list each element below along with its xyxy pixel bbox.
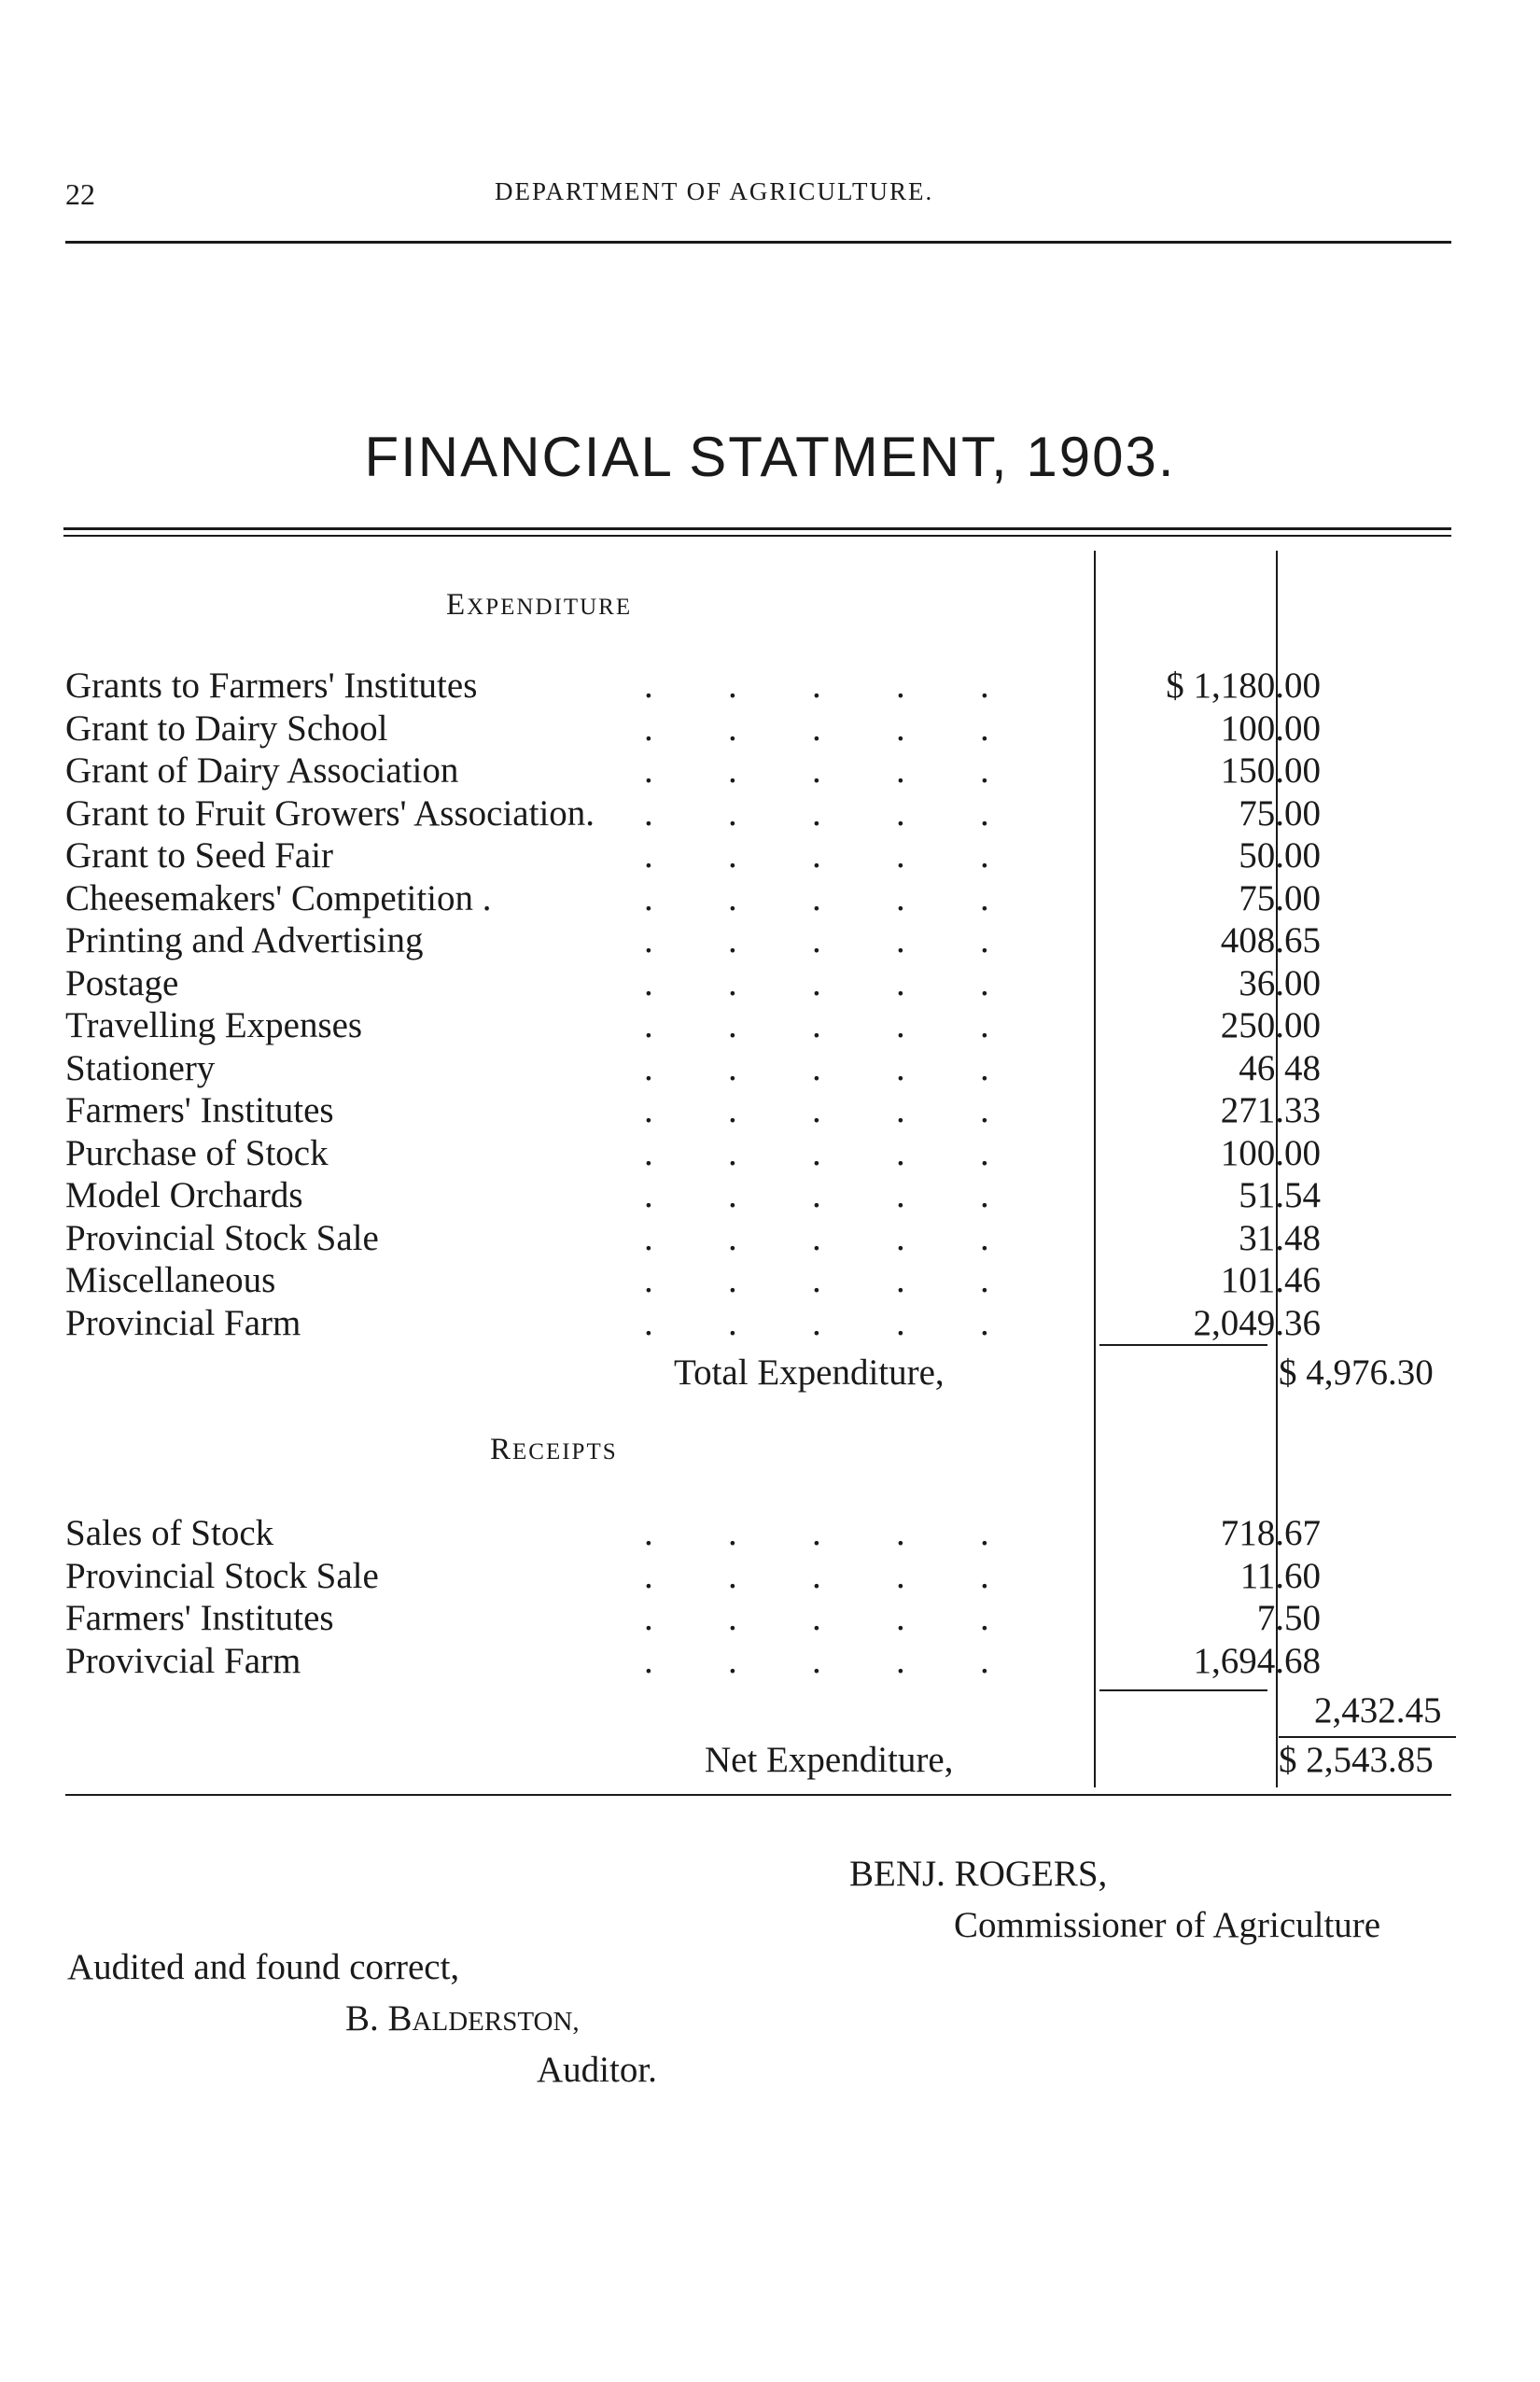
- ledger-item-amount: 271.33: [1220, 1090, 1321, 1130]
- leader-dot: .: [980, 792, 989, 834]
- leader-dot: .: [644, 1598, 653, 1638]
- leader-dot: .: [644, 708, 653, 749]
- expenditure-heading-initial: E: [446, 588, 468, 622]
- ledger-row: [65, 1004, 1456, 1047]
- leader-dot: .: [728, 1640, 737, 1681]
- leader-dot: .: [728, 1513, 737, 1553]
- ledger-item-label: Farmers' Institutes: [65, 1090, 334, 1130]
- leader-dot: .: [812, 1090, 821, 1130]
- leader-dot: .: [980, 1640, 989, 1681]
- auditor-name-initial: B. B: [345, 1998, 413, 2039]
- receipts-heading: [490, 1433, 618, 1467]
- leader-dot: .: [896, 708, 905, 749]
- leader-dot: .: [896, 1047, 905, 1088]
- ledger-item-amount: 100.00: [1220, 708, 1321, 749]
- leader-dot: .: [896, 1598, 905, 1638]
- ledger-row: [65, 1640, 1456, 1683]
- ledger-item-amount: 75.00: [1239, 792, 1321, 834]
- leader-dot: .: [644, 1005, 653, 1045]
- leader-dot: .: [812, 1260, 821, 1300]
- leader-dot: .: [644, 962, 653, 1003]
- ledger-item-amount: 250.00: [1220, 1005, 1321, 1045]
- leader-dot: .: [728, 835, 737, 876]
- ledger-item-label: Postage: [65, 962, 179, 1003]
- leader-dot: .: [644, 1640, 653, 1681]
- leader-dot: .: [812, 1132, 821, 1173]
- leader-dot: .: [644, 1090, 653, 1130]
- receipts-subtotal-rule: [1099, 1689, 1267, 1691]
- ledger-row: [65, 1047, 1456, 1090]
- ledger-item-label: Provincial Stock Sale: [65, 1555, 379, 1596]
- total-expenditure-amount: $ 4,976.30: [1279, 1352, 1434, 1393]
- leader-dot: .: [644, 1260, 653, 1300]
- leader-dot: .: [896, 835, 905, 876]
- leader-dot: .: [812, 1217, 821, 1258]
- net-expenditure-label: Net Expenditure,: [705, 1740, 954, 1780]
- ledger-item-label: Printing and Advertising: [65, 920, 424, 960]
- ledger-item-label: Grant to Seed Fair: [65, 835, 334, 876]
- ledger-item-label: Grants to Farmers' Institutes: [65, 666, 478, 706]
- ledger-row: [65, 919, 1456, 962]
- ledger-item-label: Cheesemakers' Competition .: [65, 877, 492, 918]
- leader-dot: .: [896, 666, 905, 706]
- ledger-item-amount: 408.65: [1220, 920, 1321, 960]
- leader-dot: .: [812, 1555, 821, 1596]
- leader-dot: .: [896, 1175, 905, 1215]
- ledger-item-amount: $ 1,180.00: [1166, 666, 1321, 706]
- leader-dot: .: [896, 1132, 905, 1173]
- leader-dot: .: [896, 792, 905, 834]
- leader-dot: .: [728, 1047, 737, 1088]
- leader-dot: .: [644, 1175, 653, 1215]
- ledger-row: [65, 834, 1456, 877]
- total-expenditure-label: Total Expenditure,: [674, 1352, 945, 1393]
- leader-dot: .: [644, 1217, 653, 1258]
- ledger-item-label: Provincial Farm: [65, 1302, 301, 1343]
- ledger-item-amount: 7.50: [1256, 1598, 1321, 1638]
- leader-dot: .: [728, 666, 737, 706]
- leader-dot: .: [812, 1598, 821, 1638]
- commissioner-title: Commissioner of Agriculture: [954, 1905, 1381, 1945]
- leader-dot: .: [812, 792, 821, 834]
- expenditure-subtotal-rule: [1099, 1344, 1267, 1346]
- auditor-name: [345, 1997, 580, 2039]
- ledger-row: [65, 792, 1456, 835]
- leader-dot: .: [728, 1005, 737, 1045]
- ledger-row: [65, 1217, 1456, 1260]
- auditor-name-rest: ALDERSTON,: [412, 2007, 580, 2037]
- leader-dot: .: [980, 1302, 989, 1343]
- leader-dot: .: [728, 1555, 737, 1596]
- table-top-rule-inner: [63, 535, 1451, 537]
- leader-dot: .: [812, 1513, 821, 1553]
- leader-dot: .: [896, 920, 905, 960]
- leader-dot: .: [728, 962, 737, 1003]
- leader-dot: .: [980, 1513, 989, 1553]
- ledger-item-label: Sales of Stock: [65, 1513, 274, 1553]
- leader-dot: .: [812, 1640, 821, 1681]
- leader-dot: .: [980, 1175, 989, 1215]
- ledger-item-amount: 36.00: [1239, 962, 1321, 1003]
- leader-dot: .: [896, 1555, 905, 1596]
- leader-dot: .: [980, 962, 989, 1003]
- ledger-row: [65, 750, 1456, 792]
- leader-dot: .: [644, 1513, 653, 1553]
- ledger-item-label: Miscellaneous: [65, 1260, 276, 1300]
- ledger-row: [65, 1597, 1456, 1640]
- leader-dot: .: [728, 792, 737, 834]
- leader-dot: .: [728, 1132, 737, 1173]
- leader-dot: .: [980, 1132, 989, 1173]
- leader-dot: .: [980, 750, 989, 791]
- ledger-item-label: Provincial Stock Sale: [65, 1217, 379, 1258]
- table-top-rule: [63, 527, 1451, 530]
- leader-dot: .: [812, 708, 821, 749]
- leader-dot: .: [980, 1598, 989, 1638]
- ledger-row: [65, 665, 1456, 708]
- ledger-row: [65, 1512, 1456, 1555]
- leader-dot: .: [644, 1047, 653, 1088]
- leader-dot: .: [644, 792, 653, 834]
- leader-dot: .: [980, 1047, 989, 1088]
- ledger-row: [65, 1259, 1456, 1302]
- receipts-heading-initial: R: [490, 1433, 513, 1466]
- ledger-item-label: Provivcial Farm: [65, 1640, 301, 1681]
- leader-dot: .: [644, 835, 653, 876]
- ledger-item-label: Purchase of Stock: [65, 1132, 329, 1173]
- leader-dot: .: [644, 920, 653, 960]
- leader-dot: .: [812, 1175, 821, 1215]
- ledger-row: [65, 877, 1456, 920]
- leader-dot: .: [728, 920, 737, 960]
- leader-dot: .: [980, 920, 989, 960]
- leader-dot: .: [896, 750, 905, 791]
- leader-dot: .: [980, 1090, 989, 1130]
- receipts-heading-rest: ECEIPTS: [512, 1439, 618, 1464]
- ledger-item-amount: 11.60: [1239, 1555, 1321, 1596]
- ledger-item-amount: 51.54: [1239, 1175, 1321, 1215]
- leader-dot: .: [980, 708, 989, 749]
- leader-dot: .: [812, 666, 821, 706]
- ledger-item-amount: 1,694.68: [1193, 1640, 1321, 1681]
- leader-dot: .: [728, 1260, 737, 1300]
- leader-dot: .: [644, 666, 653, 706]
- audited-text: Audited and found correct,: [67, 1947, 460, 1987]
- leader-dot: .: [980, 1217, 989, 1258]
- leader-dot: .: [896, 1217, 905, 1258]
- page-title: FINANCIAL STATMENT, 1903.: [364, 426, 1176, 488]
- leader-dot: .: [728, 750, 737, 791]
- running-head: DEPARTMENT OF AGRICULTURE.: [495, 177, 934, 205]
- page-number: 22: [65, 177, 95, 211]
- leader-dot: .: [980, 835, 989, 876]
- ledger-item-label: Farmers' Institutes: [65, 1598, 334, 1638]
- leader-dot: .: [980, 1555, 989, 1596]
- leader-dot: .: [728, 877, 737, 918]
- ledger-row: [65, 1089, 1456, 1132]
- leader-dot: .: [896, 1005, 905, 1045]
- table-bottom-rule: [65, 1794, 1451, 1796]
- ledger-item-label: Model Orchards: [65, 1175, 303, 1215]
- net-rule: [1279, 1736, 1456, 1738]
- ledger-row: [65, 1555, 1456, 1598]
- expenditure-heading: [446, 588, 632, 623]
- commissioner-name: BENJ. ROGERS,: [849, 1854, 1108, 1894]
- expenditure-heading-rest: XPENDITURE: [467, 595, 633, 620]
- ledger-row: [65, 1302, 1456, 1345]
- ledger-item-label: Grant to Fruit Growers' Association.: [65, 792, 595, 834]
- ledger-item-amount: 2,049.36: [1193, 1302, 1321, 1343]
- ledger-row: [65, 1132, 1456, 1175]
- ledger-item-amount: 100.00: [1220, 1132, 1321, 1173]
- leader-dot: .: [728, 708, 737, 749]
- auditor-title: Auditor.: [537, 2050, 657, 2090]
- leader-dot: .: [644, 1555, 653, 1596]
- leader-dot: .: [896, 962, 905, 1003]
- leader-dot: .: [812, 1047, 821, 1088]
- header-rule: [65, 241, 1451, 244]
- ledger-item-amount: 46 48: [1239, 1047, 1321, 1088]
- leader-dot: .: [812, 920, 821, 960]
- ledger-item-amount: 31.48: [1239, 1217, 1321, 1258]
- leader-dot: .: [896, 877, 905, 918]
- ledger-row: [65, 1174, 1456, 1217]
- ledger-item-amount: 101.46: [1220, 1260, 1321, 1300]
- leader-dot: .: [812, 750, 821, 791]
- leader-dot: .: [644, 877, 653, 918]
- leader-dot: .: [812, 877, 821, 918]
- ledger-item-amount: 718.67: [1220, 1513, 1321, 1553]
- ledger-item-amount: 75.00: [1239, 877, 1321, 918]
- leader-dot: .: [644, 750, 653, 791]
- page-header: [65, 177, 1451, 215]
- leader-dot: .: [644, 1302, 653, 1343]
- leader-dot: .: [896, 1513, 905, 1553]
- ledger-row: [65, 708, 1456, 750]
- ledger-item-label: Grant to Dairy School: [65, 708, 388, 749]
- ledger-row: [65, 962, 1456, 1005]
- leader-dot: .: [728, 1598, 737, 1638]
- leader-dot: .: [896, 1260, 905, 1300]
- leader-dot: .: [896, 1302, 905, 1343]
- ledger-item-label: Grant of Dairy Association: [65, 750, 459, 791]
- ledger-item-amount: 150.00: [1220, 750, 1321, 791]
- leader-dot: .: [980, 1260, 989, 1300]
- leader-dot: .: [728, 1175, 737, 1215]
- leader-dot: .: [896, 1640, 905, 1681]
- leader-dot: .: [812, 1005, 821, 1045]
- leader-dot: .: [980, 877, 989, 918]
- net-expenditure-amount: $ 2,543.85: [1279, 1740, 1434, 1780]
- ledger-item-amount: 50.00: [1239, 835, 1321, 876]
- leader-dot: .: [812, 1302, 821, 1343]
- leader-dot: .: [728, 1090, 737, 1130]
- leader-dot: .: [728, 1217, 737, 1258]
- leader-dot: .: [644, 1132, 653, 1173]
- leader-dot: .: [812, 835, 821, 876]
- leader-dot: .: [728, 1302, 737, 1343]
- leader-dot: .: [896, 1090, 905, 1130]
- receipts-total-amount: 2,432.45: [1314, 1690, 1442, 1730]
- ledger-item-label: Stationery: [65, 1047, 216, 1088]
- leader-dot: .: [980, 1005, 989, 1045]
- leader-dot: .: [812, 962, 821, 1003]
- ledger-item-label: Travelling Expenses: [65, 1005, 363, 1045]
- leader-dot: .: [980, 666, 989, 706]
